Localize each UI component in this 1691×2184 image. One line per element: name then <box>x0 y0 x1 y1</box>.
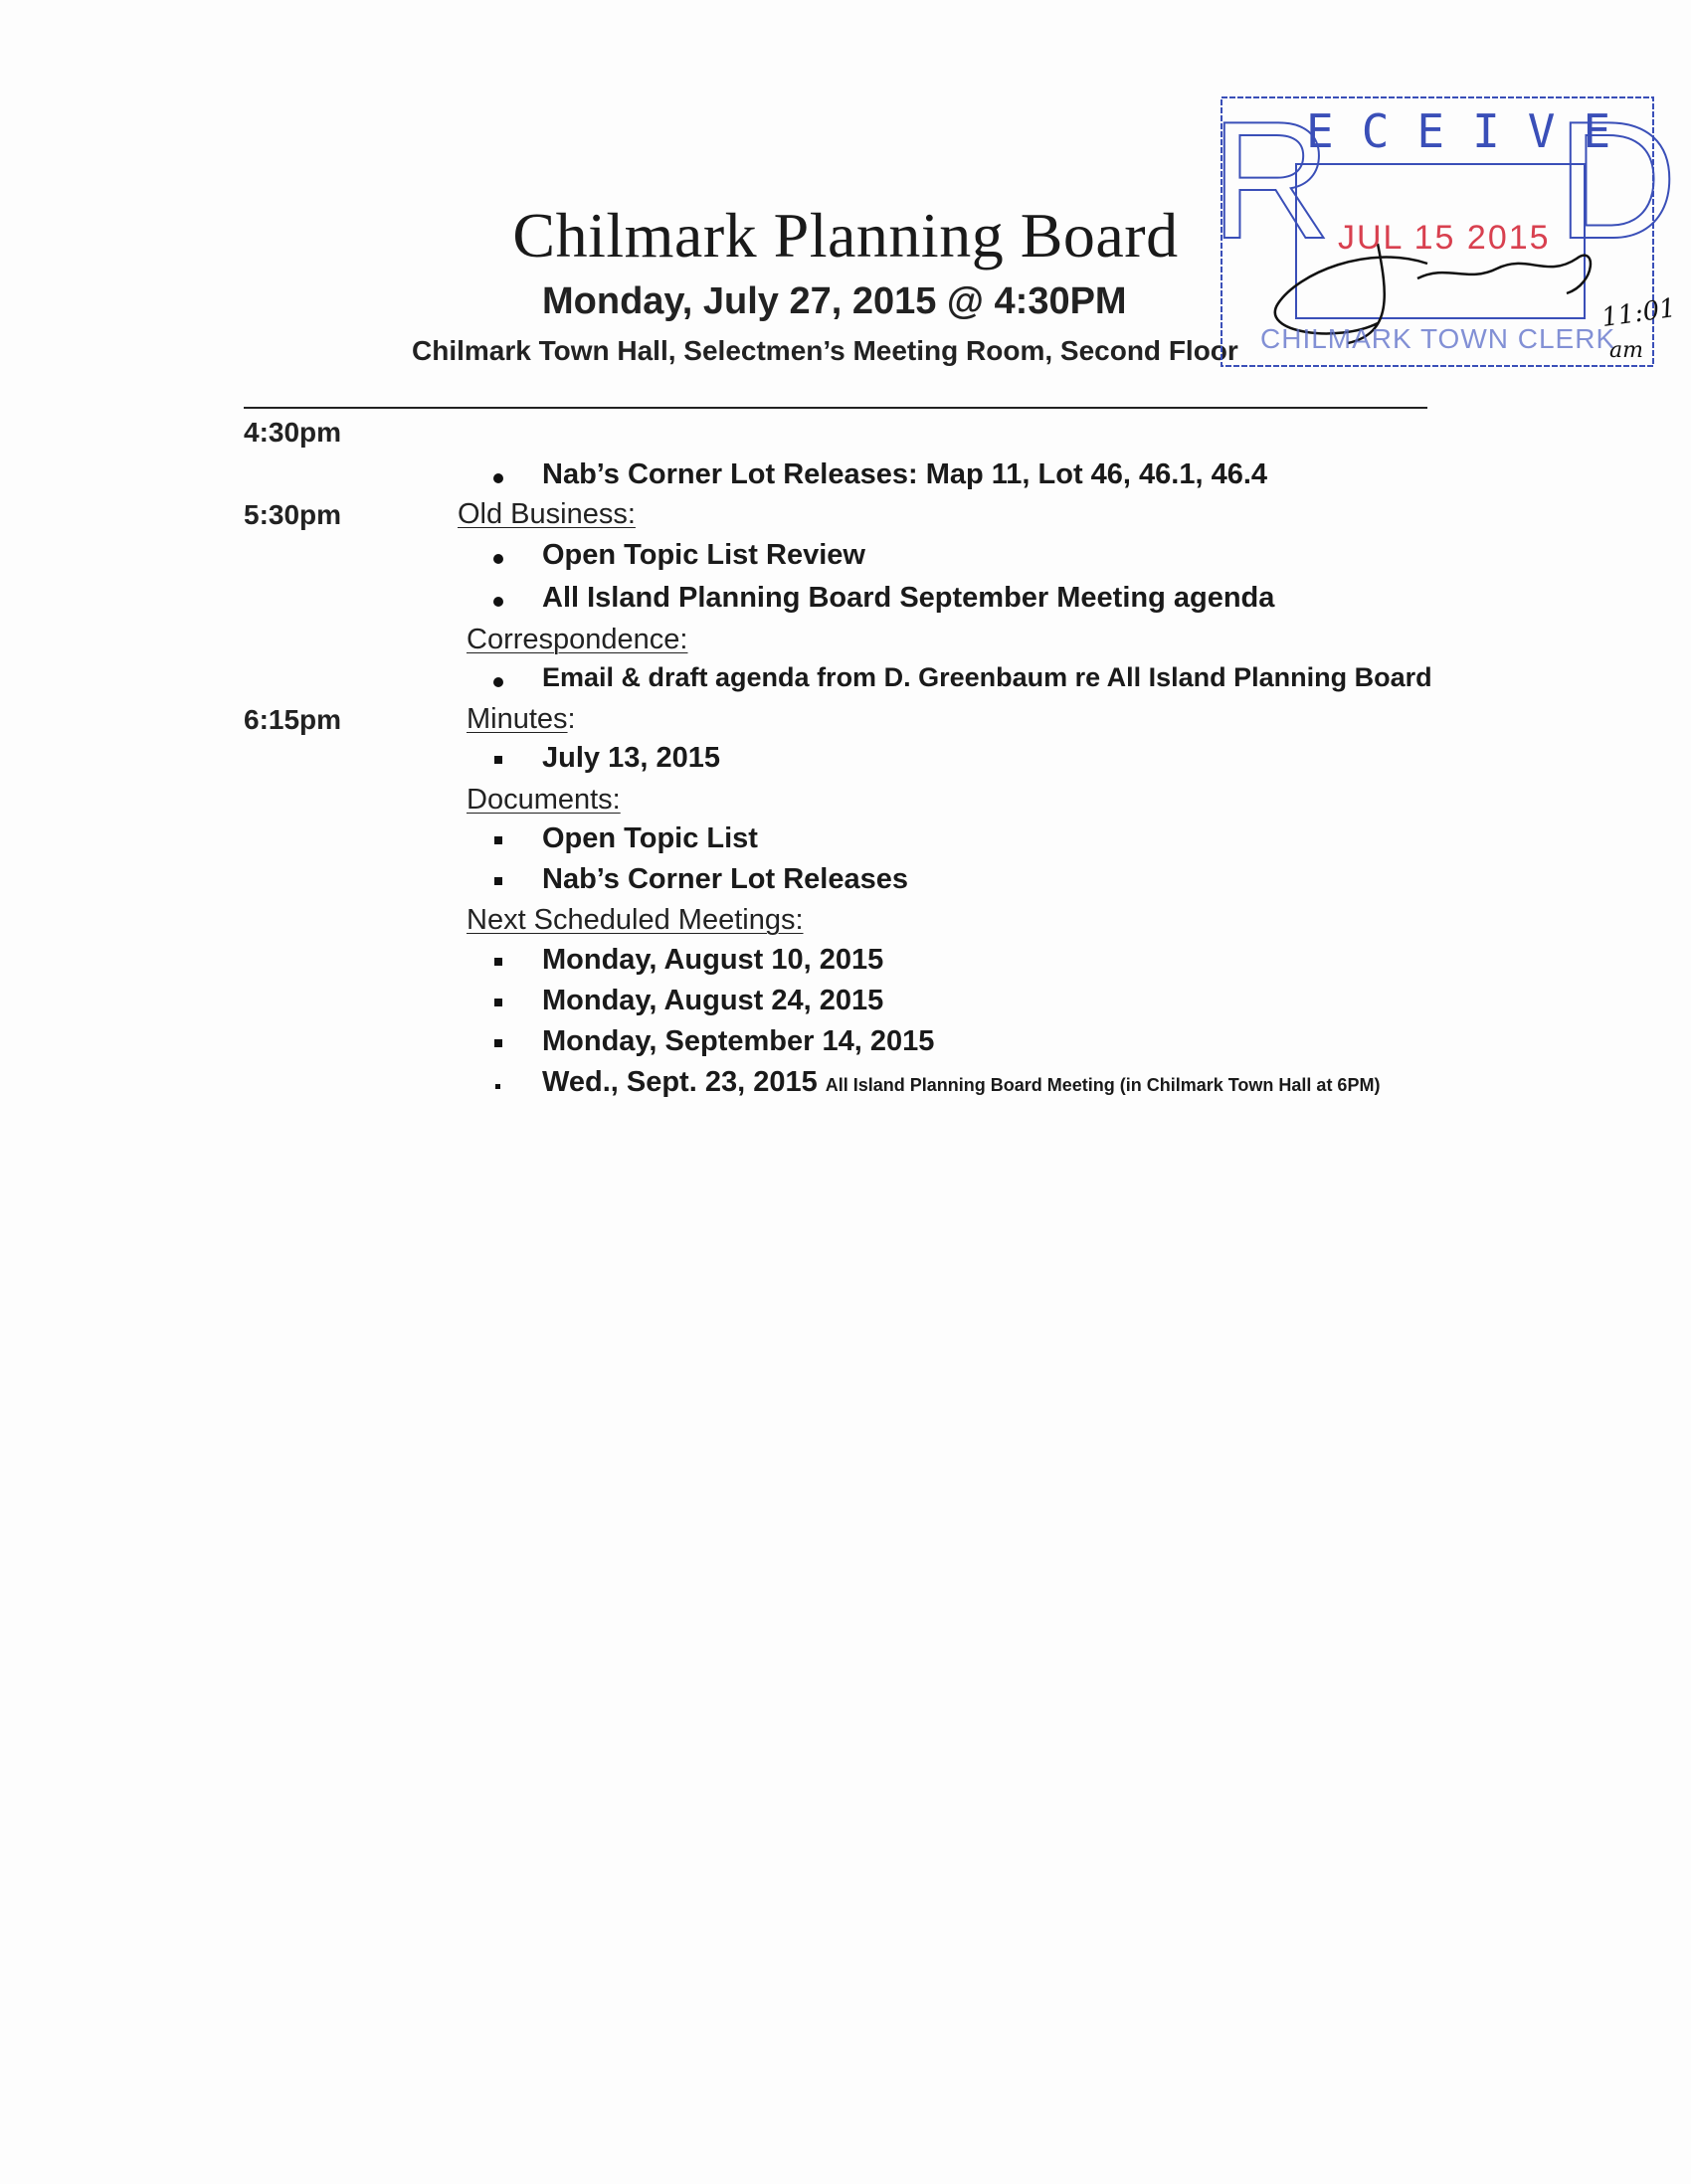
special-meeting-note: All Island Planning Board Meeting (in Chilmark Town Hall at 6PM) <box>825 1075 1381 1095</box>
agenda-item: Nab’s Corner Lot Releases <box>542 863 908 895</box>
header-divider <box>244 407 1427 409</box>
handwritten-time: 11:01 <box>1599 292 1678 334</box>
received-stamp <box>1211 87 1678 383</box>
agenda-item: Email & draft agenda from D. Greenbaum re All Island Planning Board <box>542 662 1432 692</box>
section-old-business: Old Business: <box>458 498 636 530</box>
stamp-office: CHILMARK TOWN CLERK <box>1260 323 1616 354</box>
board-title-text: Chilmark Planning Board <box>512 200 1179 271</box>
section-minutes-label: Minutes <box>467 703 568 735</box>
agenda-item: Open Topic List <box>542 822 758 854</box>
section-correspondence: Correspondence: <box>467 624 688 655</box>
agenda-item: Open Topic List Review <box>542 539 865 571</box>
meeting-location: Chilmark Town Hall, Selectmen’s Meeting Room, Second Floor <box>412 335 1238 366</box>
agenda-item: Monday, August 24, 2015 <box>542 985 884 1016</box>
special-meeting-date: Wed., Sept. 23, 2015 <box>542 1066 818 1098</box>
agenda-item-special <box>542 1066 1380 1099</box>
stamp-date: JUL 15 2015 <box>1338 219 1551 257</box>
agenda-item: July 13, 2015 <box>542 742 720 774</box>
square-bullet-icon <box>494 877 502 885</box>
agenda-item: Nab’s Corner Lot Releases: Map 11, Lot 46, 46.1, 46.4 <box>542 458 1268 490</box>
agenda-item: Monday, August 10, 2015 <box>542 944 884 976</box>
stamp-letter-r: R <box>1211 87 1332 273</box>
section-next-meetings: Next Scheduled Meetings: <box>467 904 804 936</box>
section-documents: Documents: <box>467 784 621 816</box>
square-bullet-icon <box>494 999 502 1006</box>
bullet-icon <box>493 554 503 564</box>
agenda-item: Monday, September 14, 2015 <box>542 1025 935 1057</box>
bullet-icon <box>493 597 503 607</box>
stamp-letter-d: D <box>1557 87 1678 273</box>
time-slot-2: 5:30pm <box>244 499 342 530</box>
time-slot-1: 4:30pm <box>244 417 342 448</box>
square-bullet-icon <box>494 756 502 764</box>
square-bullet-icon <box>494 1039 502 1047</box>
square-bullet-icon <box>494 958 502 966</box>
handwritten-ampm: am <box>1609 338 1643 363</box>
bullet-icon <box>493 473 503 483</box>
section-minutes-colon: : <box>567 703 576 735</box>
time-slot-3: 6:15pm <box>244 704 342 735</box>
section-minutes <box>467 703 576 736</box>
bullet-icon <box>493 677 503 687</box>
meeting-date: Monday, July 27, 2015 @ 4:30PM <box>542 280 1127 322</box>
square-bullet-icon <box>494 836 502 844</box>
stamp-received-word: ECEIVE <box>1306 104 1639 158</box>
square-bullet-icon <box>495 1084 500 1089</box>
agenda-item: All Island Planning Board September Meeting agenda <box>542 582 1275 614</box>
